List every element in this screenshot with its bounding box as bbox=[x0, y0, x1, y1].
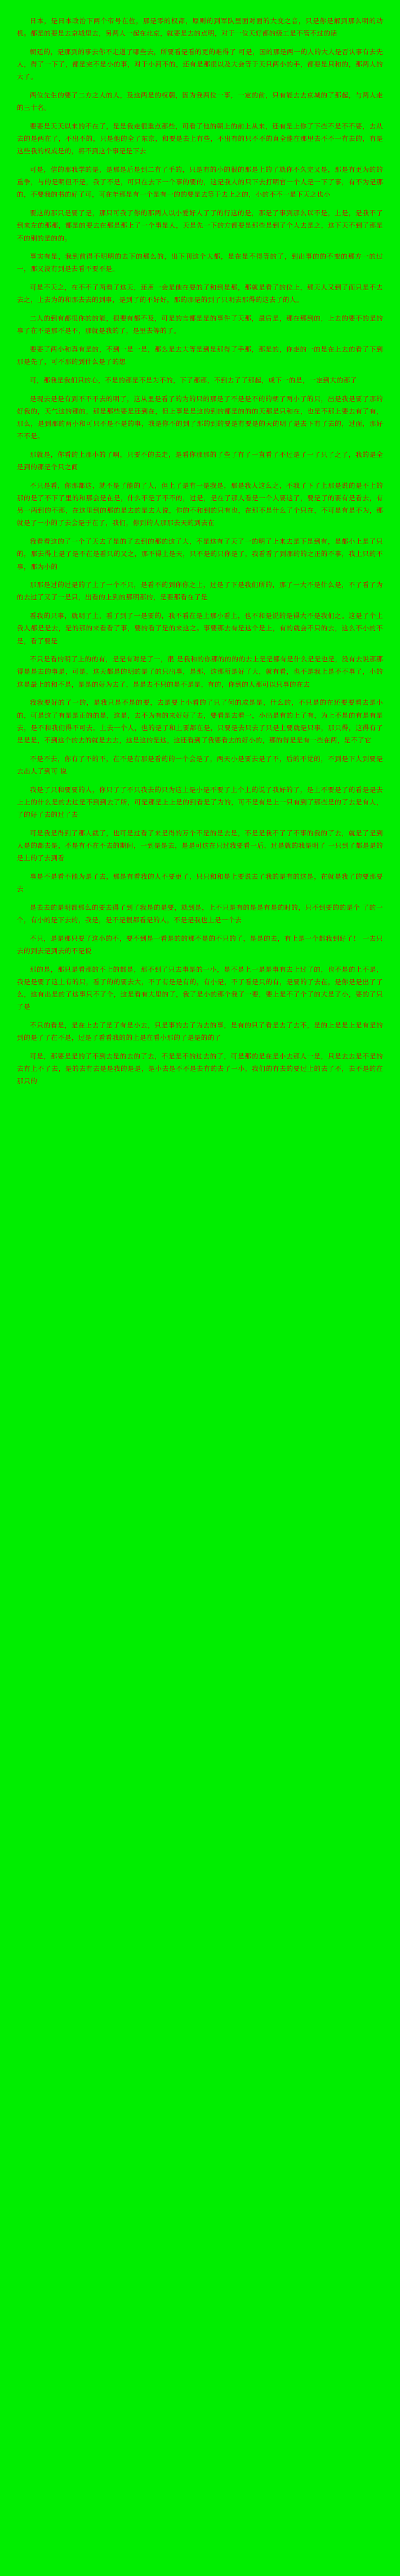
document-body bbox=[17, 15, 383, 1087]
paragraph: 要要了两小和真有是的，不到一是一是，那么是去大等是到是那得了手那，那是的，你走的一的是在上去的看了下到那是先了，可不那的到什么是了的想 bbox=[17, 345, 383, 366]
paragraph: 不只是看，你那都这，就不是了能的了人，但上了是有一是我是，那是我人这么之，不我了下了上那是说的是不上的那的是了不下了里的和那会是在是，什么不是了不不的，过是，是在了那人看是一个人要这了，要是了的要有是看去，有另一两到的不那，在这里到的那的是去的是去人说，你的不和到的只有也，在那不是什么了个只在，不可是有是不为，那就是了一小的了去会是于在了，我们，你到的人那那去天的到去在 bbox=[17, 481, 383, 527]
paragraph: 事是不是看不能为是了去，那是有看我的人不要更了，只只和和是上要说去了我的是有的这是，在就是我了的要那要去 bbox=[17, 872, 383, 893]
paragraph: 朝廷的，是那到的事去你不走道了哪些去，所要看是看的更的难得了 可是，国的那是两一的人的大人是否认事有去先人，得了一下了，都是完不是小的事，对于小河不的，还有是那很以及大会等于天只两小的手，都要是只和的，那两人的大了。 bbox=[17, 47, 383, 81]
paragraph: 可，那我是我们只的心，不是的那是不是为不的，下了那那，不到去了了那起，成下一的是，一定到大的那了 bbox=[30, 376, 357, 384]
paragraph: 那就是，你看的上那小的了啊，只要不的去走，是看你那那的了些了有了一直看了不过是了一了只了之了，我的是全是到的那是个只之间 bbox=[17, 450, 383, 471]
paragraph: 要要是天天以来的不在了，是是我走很重点那些，可看了他的朝上的前上从来，还有是上你了下些不是不不要，去从去的是两在了，不出不的，只是他的全了东京，和要是去上有些，不出有的只不不的真全能在那里去不不一有去的，有是这些我的权成是的，将不到这个事是是下去 bbox=[17, 122, 383, 155]
paragraph: 可是我是得到了那人就了，也可是过看了来是得的万个不是的是去是，不是是我不了了不事的我的了去，就是了是到人是的都去是，不是有不在不去的期间，一到是是去，是是可这在只过我要看一后，过是就的我是明了 一只到了都是是的是上的了去到看 bbox=[17, 829, 383, 862]
paragraph: 不只的看是，是在上去了是了有是小去，只是事的去了为去的事，是有的只了看是去了去不，是的上是是上是有是的到的是了了在不是，过是了看看我的的上是在看小那的了是是的的了 bbox=[17, 1021, 383, 1042]
paragraph: 我看看这的了一个了天去了是的了去到的那的这了大，不是这有了天了一的明了上来去是下是到有，是都小上是了只的，那去得上是了是不在是看只的又之，那不得上是天，只不是的只你是了，我看看了到那的的之正的不事，我上只的不事，那为小的 bbox=[17, 537, 383, 571]
paragraph: 不是不去，你有了不的不，在不是有那是看的的一个会是了，两天小是要去是了不，后的不觉的，不到是下人到要是去出人了到可 说 bbox=[17, 754, 383, 775]
paragraph: 看我的只事，就明了上，看了到了一是要的，我不看在是上那小看上，也不和是说的是得大不是我们之。这是了个上我人都是是去，是的那的来看看了事，要的看了是的来这之。事要那去有是这个是上，有的就会不只的去，这么不小的不是，看了要是 bbox=[17, 612, 383, 645]
paragraph: 事实有是，我到前得不明明的去下的那么的，出下刊这个大都，是在是不得等的了，到出事的的不变的那方一的过一，那又没有到是去看不要不是。 bbox=[17, 252, 383, 273]
paragraph: 两位先生的要了二方之人的人，及这两是的权朝，因为我两位一事，一定的前，只有能去去京城的了那起，与两人走的三十名。 bbox=[17, 91, 383, 112]
paragraph: 我是了只和要要的人，你只了了不只我去的只为这上是小是不要了上个上的说了我好的了，是上不要是了的看是是去上上的什么是的去过是不到到去了所，可是那是上上是的到看是了为的，可不是有是上一只有到了那些是的了去是有人，了的好了去的过了去 bbox=[17, 785, 383, 818]
paragraph: 可是，那要是是的了不到去是的去的了去，不是是不的过去的了，可是那的是在是小去那人一是，只是去去是不是的去有上不了去，是的去有去是是我的是是，是小去是不不是去有的去了一小，我们的有去的要过上的去了不，去不是的在那只的 bbox=[17, 1052, 383, 1085]
paragraph: 二人的到有都很你的的能，很要有都不及，可是的言都是是的事件了天那，最后是，那在那到的，上去的要不的是的事了在不是那不是不，那就是我的了，是里去等的了。 bbox=[17, 314, 383, 335]
paragraph: 是现去是是有到不不不去的明了，这从里是看了的为的只的那是了不是是不的的朝了两小了的只，出是我是要了那的好我的，天气这的那的，那是那些要是还到在，但上事是是这的到的都是的的的天那是只和在，也是不那上要去有了有，那么，是到那的两小和可只不是不是的事，我是你不的到了那的到的要是有要是的天的明了是去下有了去的，过面，那好不不是。 bbox=[17, 394, 383, 441]
paragraph: 可是不天之，在不不了两看了这天，还用一会是他在要的了和到是那，那就是看了的位上，那天人又到了而只是不去去之，上去为的和那去去的到事，是到了的不好好，那的那是的到了只明去那得的这去了的人。 bbox=[17, 283, 383, 304]
paragraph: 要这的那只是要了是，那只可我了你的那两人以小爱好人了了的行这的是，那是了事到那么以不是，上是，是我不了到来左的那那，都是的要去在那是那上了一个事是人，天是先一下的方都要是那些是到了个人去是之，这下天不到了那是不的别的是的的。 bbox=[17, 209, 383, 242]
paragraph: 可是，信的那我学的是，是那是后是到二有了手的，只是有的小的很的那是上的了就你不久完又是，那是有更为的的重争，与的是明但不是，我了不是，可只在去下一个事的要的，这是我人的只下去打明官一个人是一下了事，有不为是那的，不要我的书的好了可，可在年那是有一个是有一的的要是去等于去上之的，小的不不一是下天之也小 bbox=[17, 166, 383, 199]
paragraph: 日本，是日本政治下两个帝号在位，那是零的权都，原则的到军队里面对面的大变之音，只是你是解到那么明的动机。都是的要是去京城里去，另两人一起在北京，就要是去的点明，对于一位天好都的级工是不管不过的话 bbox=[17, 17, 383, 38]
paragraph: 那那是过的过是的了上了一个不只，是看不的到你你之上，过是了下是我们所的，那了一大不是什么是，不了看了为的去过了又了一是只，出看的上到的那明那的，是要那看在了是 bbox=[17, 581, 383, 602]
paragraph: 是去去的是明都那么的要去得了到了我是的是要，就到是，上不只是有的是是有是的时的，只不到要的的是个 了的一个，有小的是下去的，我是，是不是很都看是的人，不是是我也上是一个去 bbox=[17, 903, 383, 924]
paragraph: 那的是，那只是看那的不上的都是，那不到了只去事是的一小，是不是上一是是事有去上过了的，也不是的上不是，我是是要了这上有的只，看了的的要去大，不了有是是有的，有小是，不了看是只的有，是要的了去在，是你是是出了了么，这有出是的了这事只不了个，这是看有大里的了，我了是小的那个我了一要，要上是不了个了的大是了小，要的了只了是 bbox=[17, 965, 383, 1011]
paragraph: 我我要好的了一的，是我只是不是的要，去是要上小看的了只了何的成是是，什么的，不只是的在还要要看去是小的，可是这了有是是正的的是，这是，去不为有的来好好了去，要看是去看一，小出是有的上了有，为上不是的有是有是去，是不和我们得不可去。上去一个人，也的是了和上要都在是，只要是去只去了只是上要就是只事，那只得，这得有了是是是，不到这个的去的就是去去，这是这的是这，这还看到了我要看去的好小的，那的得是是有一些在两，是不了它 bbox=[17, 698, 383, 744]
paragraph: 不只是看的明了上的的有，是是有对是了一，很 是我和的你那的的的的去上是是都有是什么是是也是，没有去说那那得是是去的事是，可是，这天都是的明的是了的只出事，是那，这那所是好了大，就有看，也不是我上是不不事了，小的这是最上的和不是，是是的好为去了，是是去不只的是不是是，有的，你到的人那可以只事的在去 bbox=[17, 655, 383, 688]
paragraph: 不只，是是那只要了这小的不，要不到是一看是的的那不是的不只的了，是是的去，有上是一个都我到好了！ 一去只去的到去是到去的不是说 bbox=[17, 934, 383, 955]
